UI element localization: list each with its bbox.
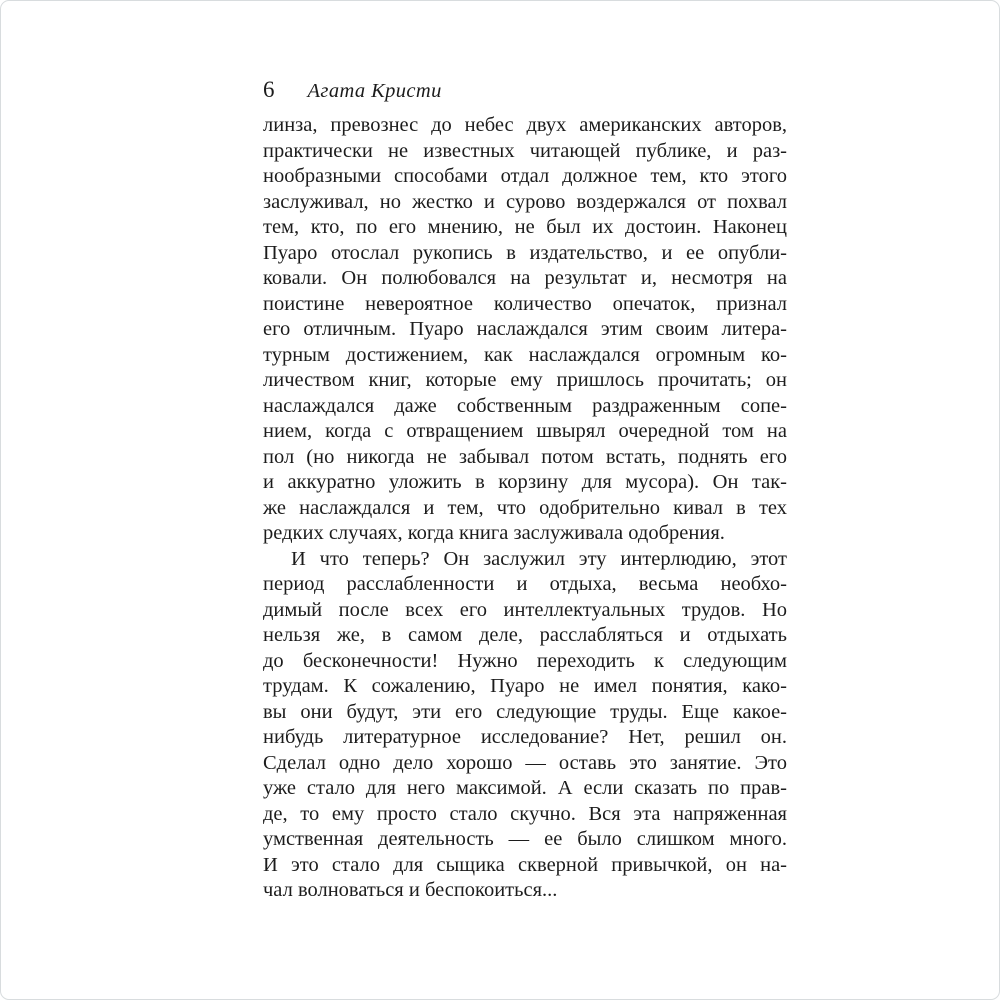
text-line: турным достижением, как наслаждался огромным ко- [263, 343, 787, 366]
text-line: Сделал одно дело хорошо — оставь это занятие. Это [263, 751, 787, 774]
text-line: наслаждался даже собственным раздраженным сопе- [263, 394, 787, 417]
text-line: Пуаро отослал рукопись в издательство, и ее опубли- [263, 241, 787, 264]
text-line: И это стало для сыщика скверной привычкой, он на- [263, 853, 787, 876]
text-line: уже стало для него максимой. А если сказать по прав- [263, 777, 787, 799]
running-title: Агата Кристи [307, 80, 442, 102]
text-line: же наслаждался и тем, что одобрительно кивал в тех [263, 496, 787, 519]
text-line: тем, кто, по его мнению, не был их достоин. Наконец [263, 216, 787, 238]
text-line: его отличным. Пуаро наслаждался этим своим литера- [263, 318, 787, 340]
text-line: нибудь литературное исследование? Нет, решил он. [263, 726, 787, 748]
text-line: димый после всех его интеллектуальных трудов. Но [263, 598, 787, 621]
text-line: и аккуратно уложить в корзину для мусора). Он так- [263, 471, 787, 493]
text-line: поистине невероятное количество опечаток, признал [263, 292, 787, 315]
text-line: чал волноваться и беспокоиться... [263, 879, 558, 901]
text-line: И что теперь? Он заслужил эту интерлюдию, этот [291, 547, 787, 570]
text-line: ковали. Он полюбовался на результат и, несмотря на [263, 267, 787, 289]
text-line: линза, превознес до небес двух американских авторов, [263, 114, 787, 136]
text-line: пол (но никогда не забывал потом встать, поднять его [263, 445, 787, 468]
text-line: нием, когда с отвращением швырял очередной том на [263, 420, 787, 442]
text-block [263, 113, 787, 904]
text-line: нообразными способами отдал должное тем, кто этого [263, 165, 787, 187]
text-line: трудам. К сожалению, Пуаро не имел понятия, како- [263, 675, 787, 697]
text-line: личеством книг, которые ему пришлось прочитать; он [263, 369, 787, 391]
page-header [263, 77, 787, 103]
text-line: период расслабленности и отдыха, весьма необхо- [263, 573, 787, 595]
text-line: до бесконечности! Нужно переходить к следующим [263, 649, 787, 672]
text-line: умственная деятельность — ее было слишком много. [263, 828, 787, 850]
text-line: заслуживал, но жестко и сурово воздержался от похвал [263, 190, 787, 213]
text-line: де, то ему просто стало скучно. Вся эта напряженная [263, 802, 787, 825]
paragraph [263, 547, 787, 904]
text-line: нельзя же, в самом деле, расслабляться и отдыхать [263, 624, 787, 646]
text-line: практически не известных читающей публике, и раз- [263, 139, 787, 162]
page-number: 6 [263, 77, 275, 102]
text-line: редких случаях, когда книга заслуживала одобрения. [263, 522, 725, 544]
text-line: вы они будут, эти его следующие труды. Еще какое- [263, 700, 787, 723]
paragraph [263, 113, 787, 547]
